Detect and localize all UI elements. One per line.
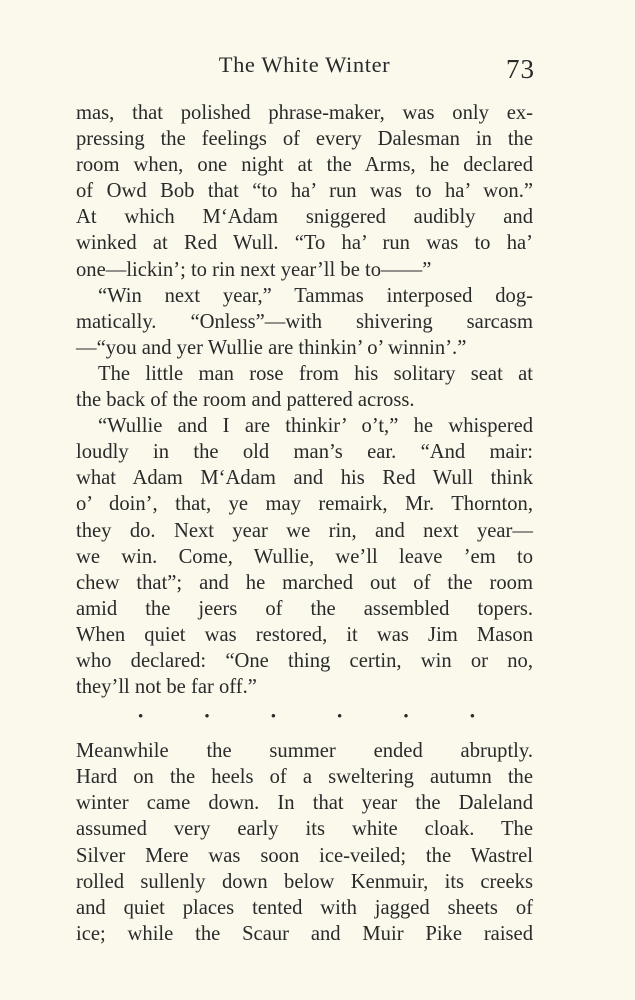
text-line: rolled sullenly down below Kenmuir, its creeks (76, 870, 533, 893)
text-line: the back of the room and pattered across. (76, 389, 415, 412)
text-line: At which M‘Adam sniggered audibly and (76, 206, 533, 229)
break-dot: • (204, 708, 210, 725)
text-line: they’ll not be far off.” (76, 676, 257, 699)
paragraph (76, 413, 533, 700)
text-line: chew that”; and he marched out of the room (76, 571, 533, 594)
break-dot: • (337, 708, 343, 725)
break-dot: • (403, 708, 409, 725)
text-line: Silver Mere was soon ice-veiled; the Wastrel (76, 844, 533, 867)
text-line: o’ doin’, that, ye may remairk, Mr. Thornton, (76, 493, 533, 516)
running-title: The White Winter (218, 52, 391, 77)
text-line: When quiet was restored, it was Jim Mason (76, 623, 533, 646)
paragraph (76, 361, 533, 413)
text-line: matically. “Onless”—with shivering sarcasm (76, 310, 533, 333)
text-line: and quiet places tented with jagged sheets of (76, 896, 533, 919)
text-line: what Adam M‘Adam and his Red Wull think (76, 467, 533, 490)
text-line: we win. Come, Wullie, we’ll leave ’em to (76, 545, 533, 568)
text-line: amid the jeers of the assembled topers. (76, 597, 533, 620)
text-line: loudly in the old man’s ear. “And mair: (76, 441, 533, 464)
text-line: Meanwhile the summer ended abruptly. (76, 740, 533, 763)
text-line: “Win next year,” Tammas interposed dog- (98, 284, 533, 307)
text-line: of Owd Bob that “to ha’ run was to ha’ won.” (76, 180, 533, 203)
text-line: Hard on the heels of a sweltering autumn the (76, 766, 533, 789)
section-break (76, 704, 533, 730)
break-dot: • (469, 708, 475, 725)
text-line: winter came down. In that year the Daleland (76, 792, 533, 815)
text-line: pressing the feelings of every Dalesman in the (76, 128, 533, 151)
paragraph (76, 738, 533, 947)
running-head (76, 52, 533, 86)
text-line: one—lickin’; to rin next year’ll be to——” (76, 258, 432, 281)
text-line: mas, that polished phrase-maker, was only ex- (76, 102, 533, 124)
paragraph (76, 283, 533, 361)
text-line: room when, one night at the Arms, he declared (76, 154, 533, 177)
text-line: winked at Red Wull. “To ha’ run was to ha’ (76, 232, 533, 255)
text-line: who declared: “One thing certin, win or no, (76, 649, 533, 672)
text-line: they do. Next year we rin, and next year— (76, 519, 533, 542)
text-line: “Wullie and I are thinkir’ o’t,” he whispered (98, 415, 533, 438)
text-line: assumed very early its white cloak. The (76, 818, 533, 841)
text-line: —“you and yer Wullie are thinkin’ o’ winnin’.” (76, 336, 467, 359)
break-dot: • (270, 708, 276, 725)
paragraph (76, 100, 533, 283)
text-line: The little man rose from his solitary seat at (98, 362, 533, 385)
page-number: 73 (506, 54, 535, 84)
break-dot: • (138, 708, 144, 725)
text-line: ice; while the Scaur and Muir Pike raised (76, 922, 533, 945)
body-text (76, 100, 533, 947)
